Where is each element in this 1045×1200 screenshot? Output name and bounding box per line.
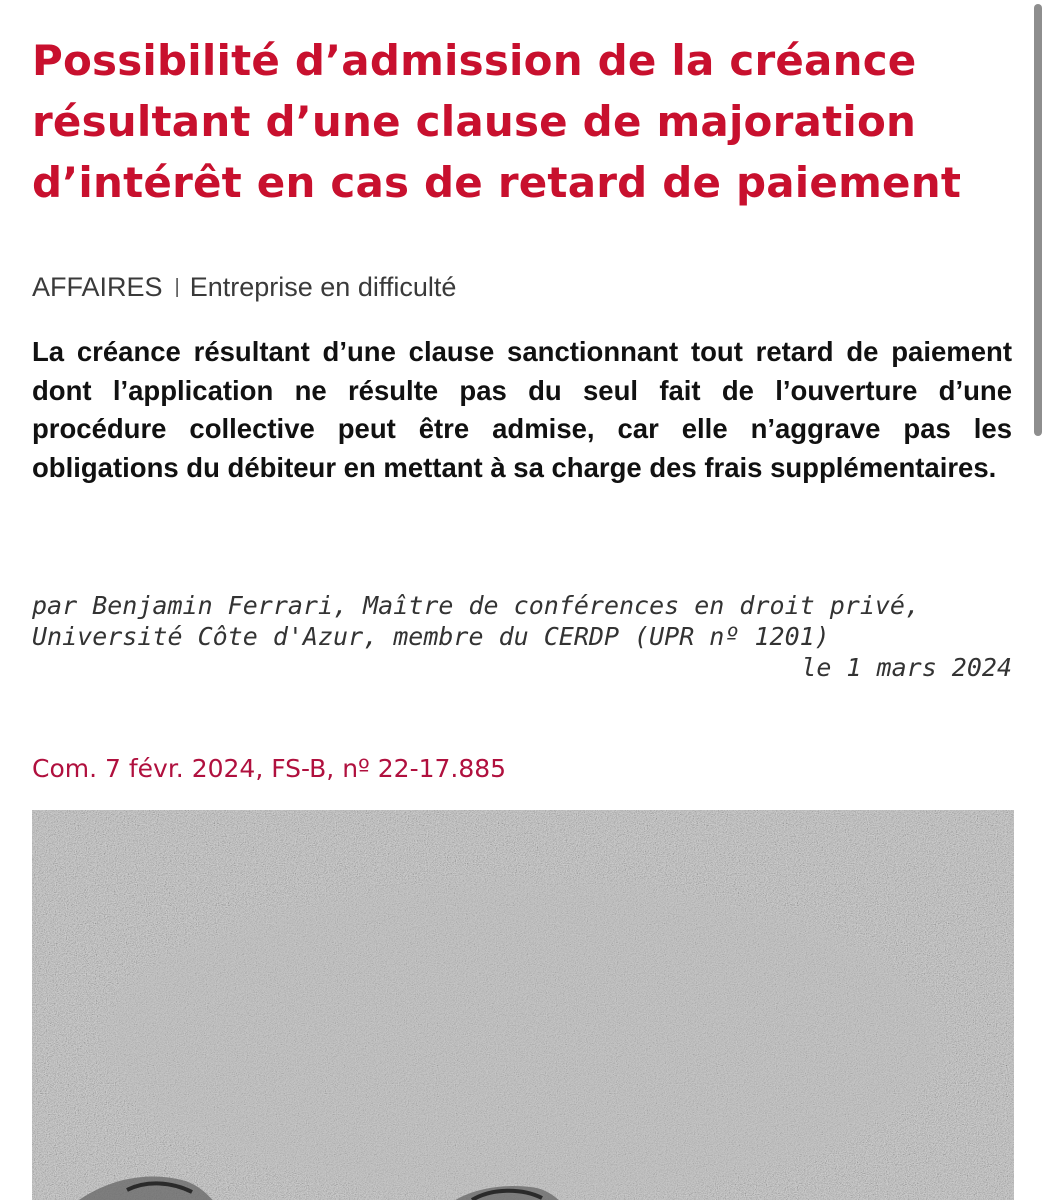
- article-title: [32, 30, 962, 213]
- article-byline: [32, 590, 1012, 683]
- byline-affiliation: Université Côte d'Azur, membre du CERDP (UPR nº 1201): [32, 622, 830, 651]
- stone-texture-image: [32, 810, 1014, 1200]
- byline-author: par Benjamin Ferrari, Maître de conférences en droit privé,: [32, 591, 921, 620]
- title-line-1: Possibilité d’admission de la créance: [32, 36, 917, 85]
- article-category: [32, 270, 456, 304]
- article-illustration: [32, 810, 1014, 1200]
- page-scrollbar[interactable]: [1031, 0, 1045, 1200]
- scrollbar-thumb[interactable]: [1034, 4, 1042, 436]
- category-section-link[interactable]: AFFAIRES: [32, 272, 163, 302]
- decision-reference-link[interactable]: Com. 7 févr. 2024, FS-B, nº 22-17.885: [32, 754, 507, 783]
- decision-reference: [32, 752, 506, 786]
- article-lead: La créance résultant d’une clause sanctionnant tout retard de paiement dont l’application ne résulte pas du seul fait de l’ouverture d’une procédure collective peut être admise, car elle n’aggrave pas les obligations du débiteur en mettant à sa charge des frais supplémentaires.: [32, 336, 1012, 483]
- byline-date: le 1 mars 2024: [801, 653, 1012, 682]
- title-line-3: d’intérêt en cas de retard de paiement: [32, 158, 962, 207]
- title-line-2: résultant d’une clause de majoration: [32, 97, 917, 146]
- category-separator: |: [174, 276, 180, 298]
- category-subsection-link[interactable]: Entreprise en difficulté: [189, 272, 457, 302]
